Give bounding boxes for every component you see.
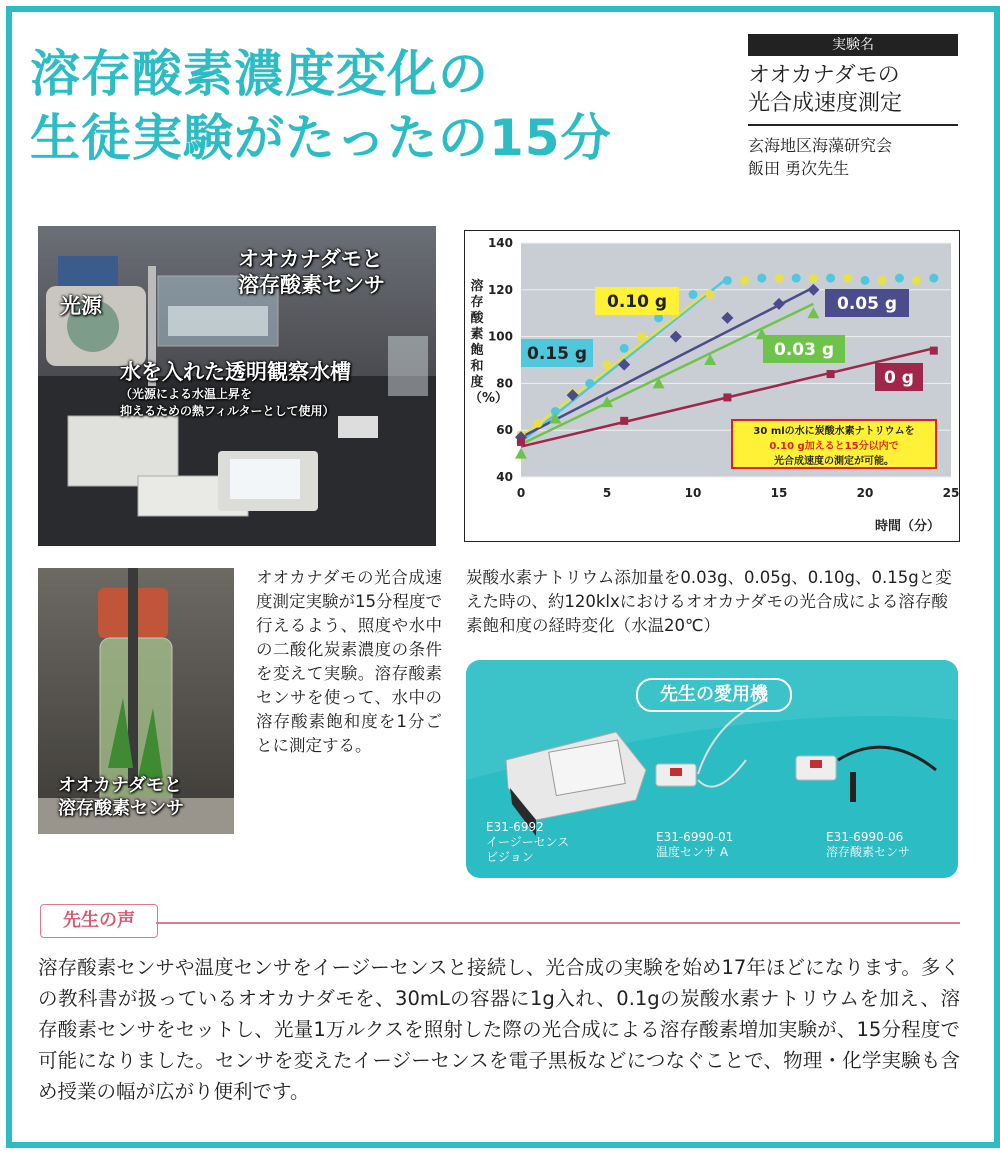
data-point	[895, 274, 904, 283]
bottle-photo	[38, 568, 234, 834]
title-line-1: 溶存酸素濃度変化の	[30, 45, 489, 103]
data-point	[792, 274, 801, 283]
y-tick-label: 60	[496, 423, 513, 438]
y-tick-label: 80	[496, 376, 513, 391]
y-tick-label: 140	[487, 236, 513, 250]
data-point	[517, 438, 525, 446]
x-tick-label: 25	[942, 486, 959, 500]
series-label: 0.05 g	[836, 294, 898, 314]
experiment-name-line-1: オオカナダモの	[748, 63, 900, 88]
x-tick-label: 10	[684, 486, 702, 500]
voice-divider	[156, 922, 960, 924]
chart-container	[464, 230, 960, 542]
data-point	[912, 276, 921, 285]
data-point	[809, 274, 818, 283]
experiment-name	[748, 62, 958, 126]
x-tick-label: 20	[856, 486, 874, 500]
data-point	[843, 274, 852, 283]
experiment-description: オオカナダモの光合成速度測定実験が15分程度で行えるよう、照度や水中の二酸化炭素濃度の条件を変えて実験。溶存酸素センサを使って、水中の溶存酸素飽和度を1分ごとに測定する。	[256, 568, 442, 755]
data-point	[878, 276, 887, 285]
series-label: 0.03 g	[773, 340, 835, 360]
author-org: 玄海地区海藻研究会	[748, 136, 893, 155]
data-point	[706, 290, 715, 299]
series-label: 0.10 g	[606, 292, 668, 312]
dissolved-oxygen-chart	[465, 231, 959, 541]
data-point	[637, 332, 646, 341]
device-label-easysense: E31-6992 イージーセンス ビジョン	[486, 820, 570, 864]
label-tank: 水を入れた透明観察水槽	[120, 360, 351, 384]
experiment-label: 実験名	[748, 34, 958, 56]
chart-note: 30 mlの水に炭酸水素ナトリウムを 0.10 g加えると15分以内で 光合成速度の測定が可能。	[731, 419, 937, 469]
data-point	[723, 276, 732, 285]
data-point	[861, 276, 870, 285]
label-tank-note: （光源による水温上昇を 抑えるための熱フィルターとして使用）	[120, 387, 335, 418]
chart-caption: 炭酸水素ナトリウム添加量を0.03g、0.05g、0.10g、0.15gと変えた時の、約120klxにおけるオオカナダモの光合成による溶存酸素飽和度の経時変化（水温20℃）	[466, 568, 952, 635]
label-bottle: オオカナダモと 溶存酸素センサ	[58, 775, 184, 819]
data-point	[827, 370, 835, 378]
data-point	[826, 274, 835, 283]
data-point	[929, 274, 938, 283]
device-panel	[466, 660, 958, 878]
author-name: 飯田 勇次先生	[748, 159, 850, 178]
x-tick-label: 15	[770, 486, 788, 500]
label-light-source: 光源	[60, 294, 102, 318]
data-point	[620, 344, 629, 353]
apparatus-photo	[38, 226, 436, 546]
series-label: 0 g	[884, 368, 914, 388]
device-label-do-sensor: E31-6990-06 溶存酸素センサ	[826, 830, 911, 859]
voice-text: 溶存酸素センサや温度センサをイージーセンスと接続し、光合成の実験を始め17年ほどになります。多くの教科書が扱っているオオカナダモを、30mLの容器に1g入れ、0.1gの炭酸水素ナトリウムを加え、溶存酸素センサをセットし、光量1万ルクスを照射した際の光合成による溶存酸素増加実験が、15分程度で可能になりました。センサを変えたイージーセンスを電子黒板などにつなぐことで、物理・化学実験も含め授業の幅が広がり便利です。	[38, 956, 960, 1103]
experiment-author	[748, 134, 958, 180]
data-point	[534, 419, 543, 428]
devices-title: 先生の愛用機	[636, 678, 792, 712]
data-point	[757, 274, 766, 283]
data-point	[603, 360, 612, 369]
voice-tag: 先生の声	[40, 904, 158, 938]
data-point	[620, 417, 628, 425]
chart-ylabel: 溶存酸素飽和度（%）	[469, 279, 509, 406]
main-title	[30, 42, 730, 170]
data-point	[723, 393, 731, 401]
data-point	[740, 276, 749, 285]
y-tick-label: 40	[496, 470, 513, 484]
data-point	[585, 379, 594, 388]
y-tick-label: 100	[487, 329, 513, 344]
label-plant-sensor: オオカナダモと 溶存酸素センサ	[238, 247, 385, 297]
x-tick-label: 5	[602, 486, 612, 500]
data-point	[689, 290, 698, 299]
y-tick-label: 120	[487, 282, 513, 297]
chart-xlabel: 時間（分）	[875, 519, 941, 534]
experiment-name-line-2: 光合成速度測定	[748, 91, 903, 116]
x-tick-label: 0	[516, 486, 526, 500]
series-label: 0.15 g	[526, 344, 588, 364]
data-point	[775, 274, 784, 283]
device-label-temp-sensor: E31-6990-01 温度センサ A	[656, 830, 734, 859]
data-point	[930, 347, 938, 355]
experiment-info	[748, 34, 958, 180]
title-line-2: 生徒実験がたったの15分	[30, 109, 612, 167]
